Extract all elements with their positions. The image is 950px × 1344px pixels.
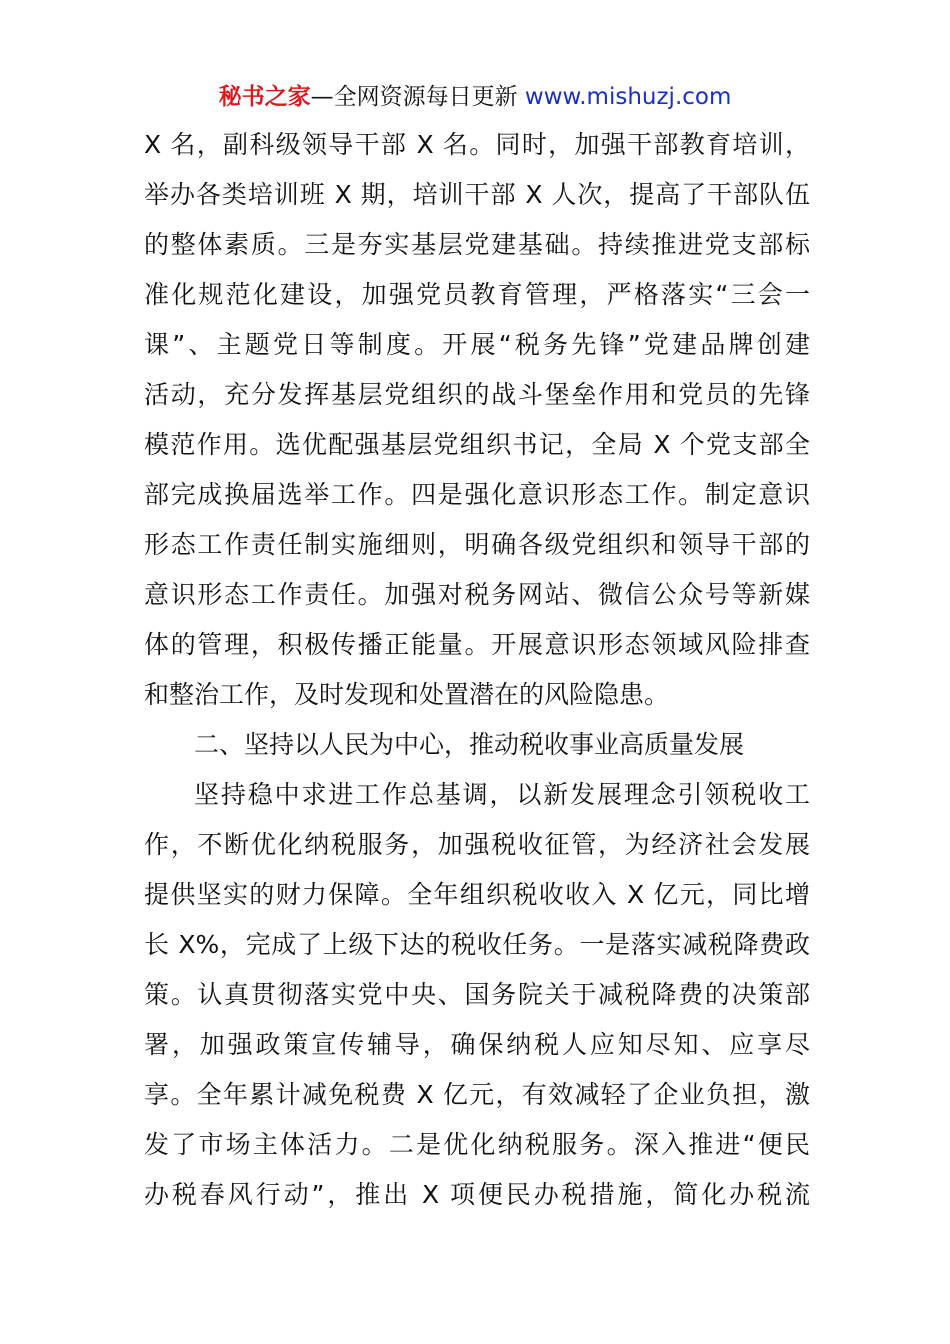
header-brand: 秘书之家 <box>218 84 311 110</box>
section-heading: 二、坚持以人民为中心，推动税收事业高质量发展 <box>194 730 745 759</box>
text-line: 举办各类培训班 X 期，培训干部 X 人次，提高了干部队伍 <box>144 180 810 209</box>
text-line: 提供坚实的财力保障。全年组织税收收入 X 亿元，同比增 <box>144 880 810 909</box>
text-line: 策。认真贯彻落实党中央、国务院关于减税降费的决策部 <box>144 980 810 1009</box>
text-line: 模范作用。选优配强基层党组织书记，全局 X 个党支部全 <box>144 430 810 459</box>
text-line: 准化规范化建设，加强党员教育管理，严格落实“三会一 <box>144 280 810 309</box>
paragraph-1 <box>144 120 810 720</box>
text-line: 坚持稳中求进工作总基调，以新发展理念引领税收工 <box>194 780 810 809</box>
text-line: 体的管理，积极传播正能量。开展意识形态领域风险排查 <box>144 630 810 659</box>
text-line: 发了市场主体活力。二是优化纳税服务。深入推进“便民 <box>144 1130 810 1159</box>
text-line: 意识形态工作责任。加强对税务网站、微信公众号等新媒 <box>144 580 810 609</box>
paragraph-2 <box>144 770 810 1220</box>
header-tagline: —全网资源每日更新 <box>310 84 518 110</box>
text-line: 课”、主题党日等制度。开展“税务先锋”党建品牌创建 <box>144 330 810 359</box>
text-line: 的整体素质。三是夯实基层党建基础。持续推进党支部标 <box>144 230 810 259</box>
text-line: 形态工作责任制实施细则，明确各级党组织和领导干部的 <box>144 530 810 559</box>
text-line: 署，加强政策宣传辅导，确保纳税人应知尽知、应享尽 <box>144 1030 810 1059</box>
header-url-link[interactable]: www.mishuzj.com <box>524 84 732 110</box>
document-body <box>144 120 810 1220</box>
text-line: 办税春风行动”，推出 X 项便民办税措施，简化办税流 <box>144 1180 810 1209</box>
text-line: 享。全年累计减免税费 X 亿元，有效减轻了企业负担，激 <box>144 1080 810 1109</box>
site-header <box>0 80 950 114</box>
text-line: 活动，充分发挥基层党组织的战斗堡垒作用和党员的先锋 <box>144 380 810 409</box>
text-line: X 名，副科级领导干部 X 名。同时，加强干部教育培训， <box>144 130 810 159</box>
text-line: 作，不断优化纳税服务，加强税收征管，为经济社会发展 <box>144 830 810 859</box>
text-line: 长 X%，完成了上级下达的税收任务。一是落实减税降费政 <box>144 930 810 959</box>
text-line: 和整治工作，及时发现和处置潜在的风险隐患。 <box>144 680 670 709</box>
text-line: 部完成换届选举工作。四是强化意识形态工作。制定意识 <box>144 480 810 509</box>
